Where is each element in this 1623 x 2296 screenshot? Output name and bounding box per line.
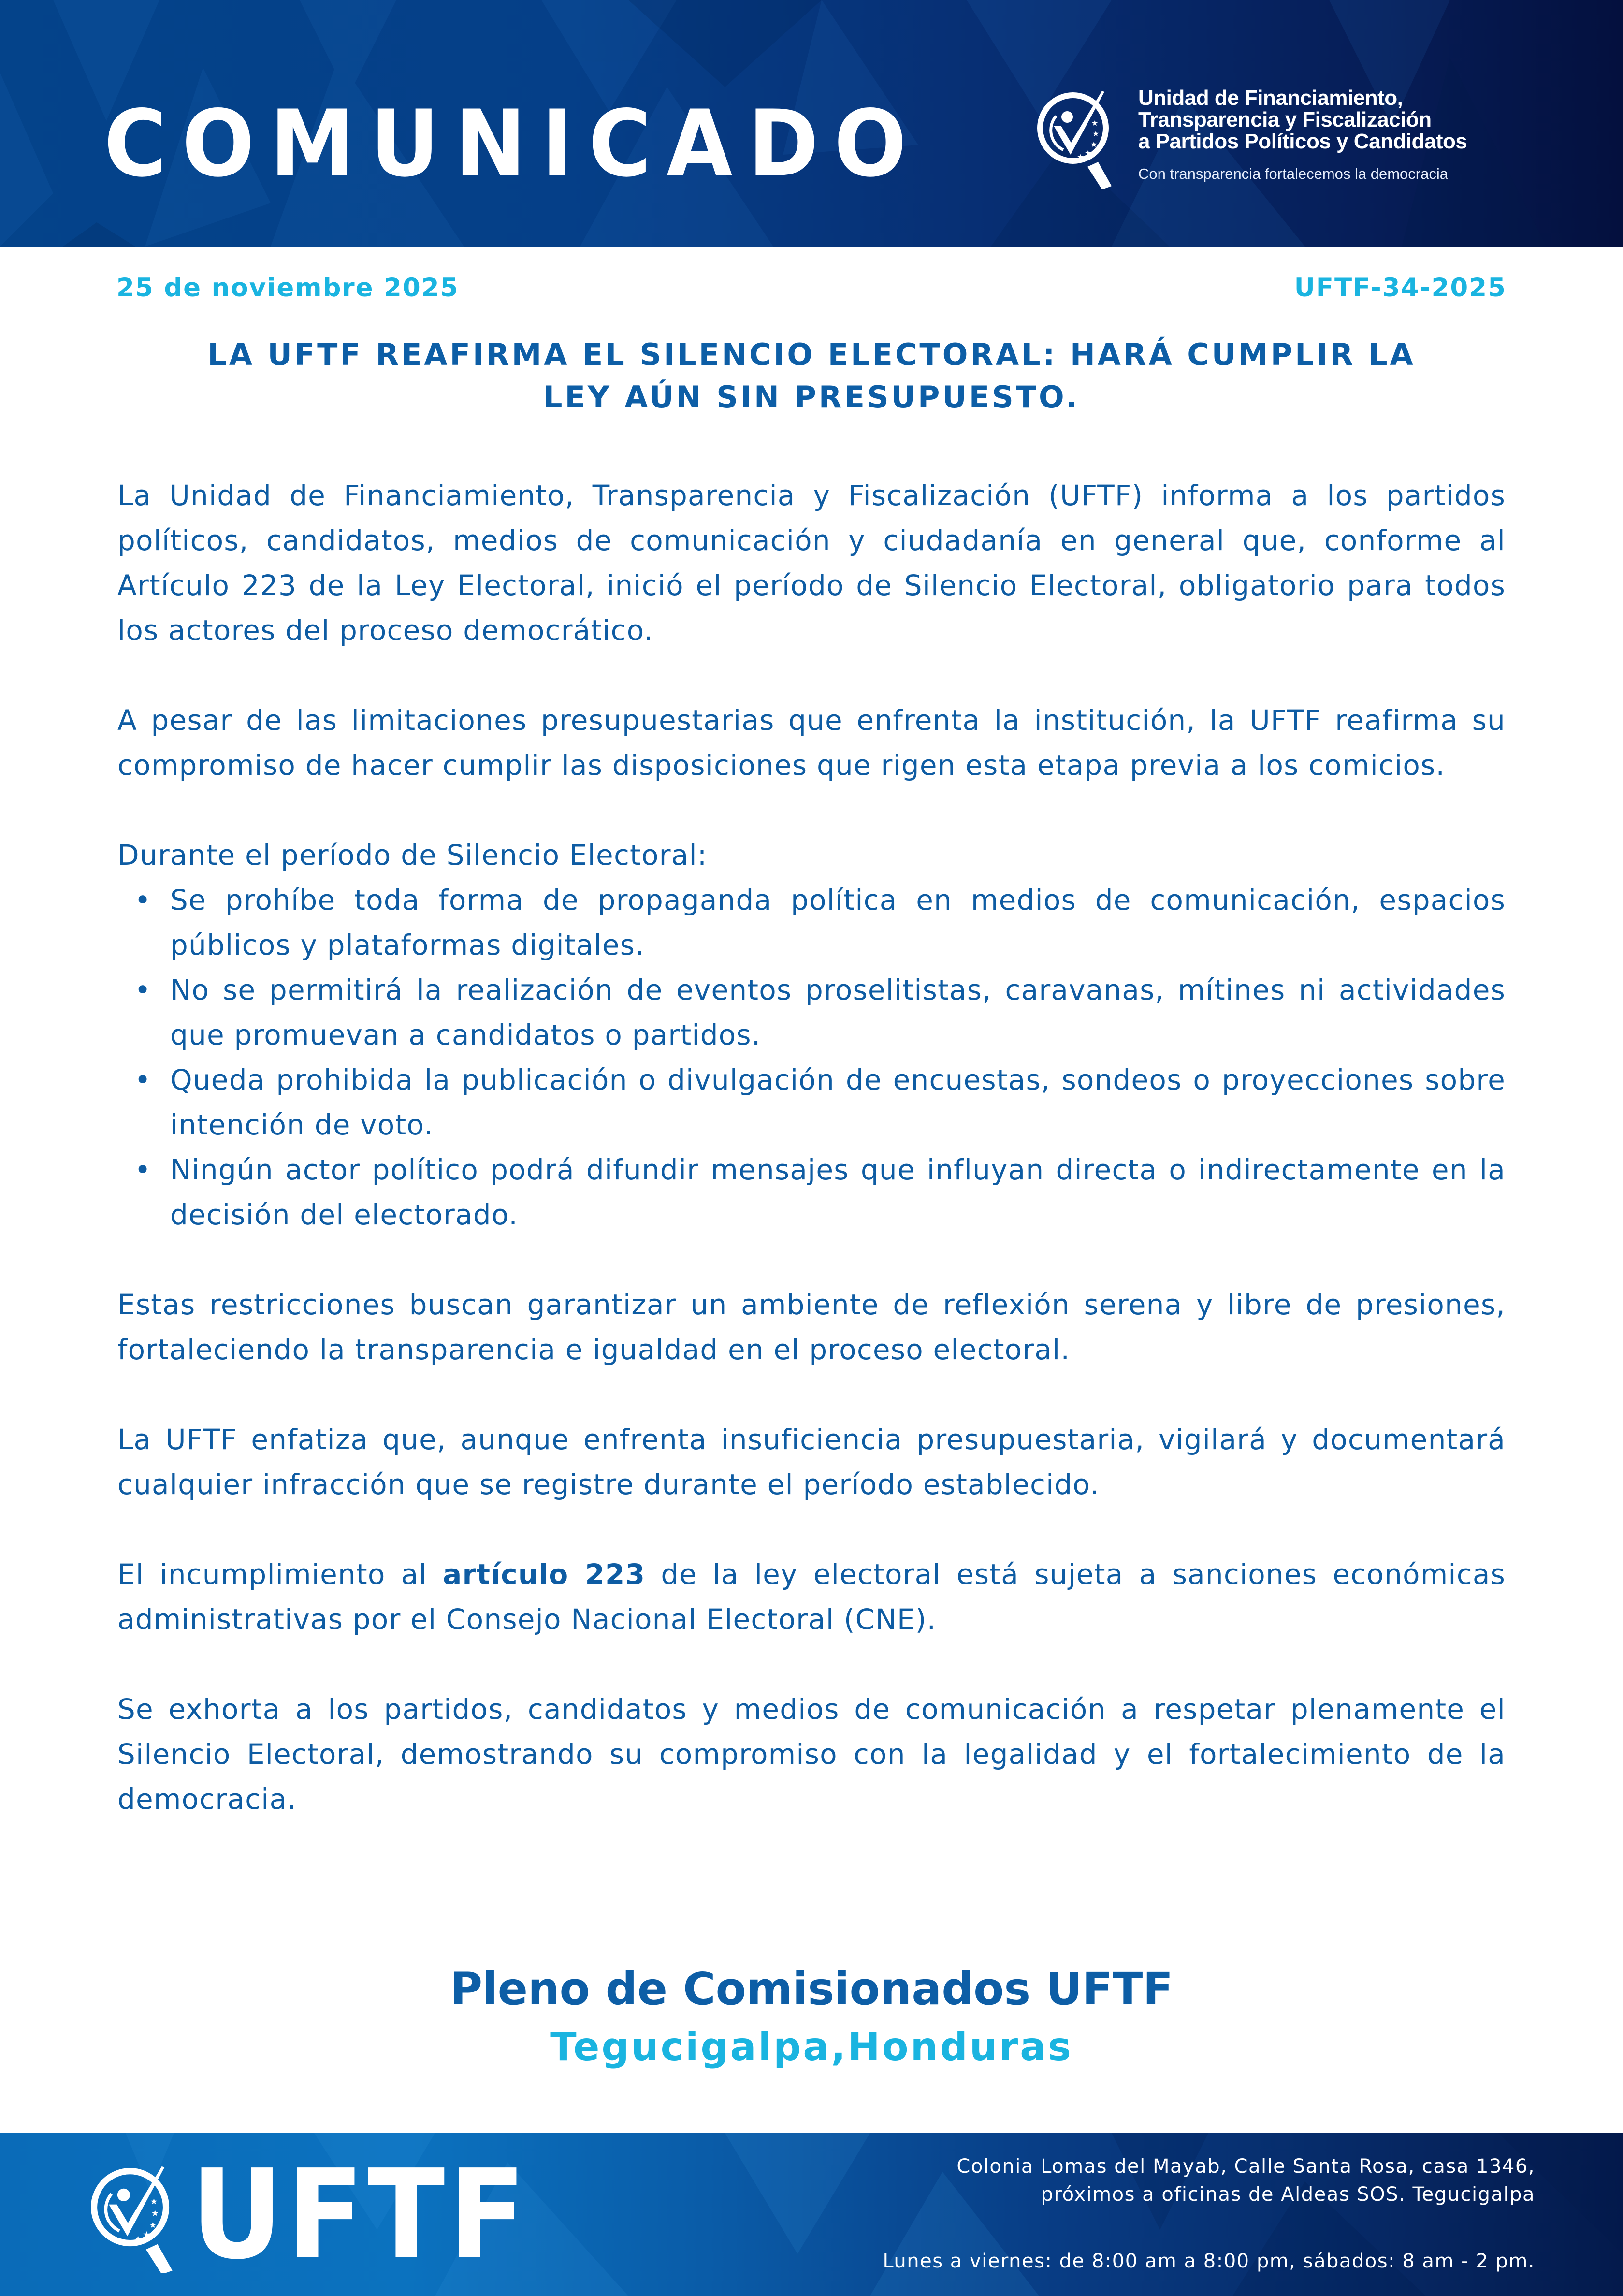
svg-text:★: ★ bbox=[1092, 129, 1100, 138]
signatory: Pleno de Comisionados UFTF bbox=[449, 1963, 1174, 2015]
document-body bbox=[117, 473, 1506, 1822]
bullet-icon: • bbox=[134, 884, 152, 916]
svg-text:★: ★ bbox=[1090, 140, 1098, 149]
headline bbox=[117, 334, 1506, 419]
paragraph-sanctions bbox=[117, 1552, 1506, 1642]
organization-brand bbox=[1034, 87, 1566, 189]
headline-line: LA UFTF REAFIRMA EL SILENCIO ELECTORAL: HARÁ CUMPLIR LA bbox=[207, 337, 1416, 372]
contact-info bbox=[883, 2152, 1535, 2275]
office-hours: Lunes a viernes: de 8:00 am a 8:00 pm, sábados: 8 am - 2 pm. bbox=[883, 2250, 1535, 2272]
address-line: próximos a oficinas de Aldeas SOS. Tegucigalpa bbox=[1041, 2183, 1535, 2206]
magnifier-check-icon bbox=[87, 2162, 184, 2273]
list-intro: Durante el período de Silencio Electoral: bbox=[117, 839, 708, 872]
paragraph-intro: La Unidad de Financiamiento, Transparencia y Fiscalización (UFTF) informa a los partidos políticos, candidatos, medios de comunicación y ciudadanía en general que, conforme al Artículo 223 de la Ley Electoral, inició el período de Silencio Electoral, obligatorio para todos los actores del proceso democrático. bbox=[117, 479, 1506, 647]
paragraph-commitment: A pesar de las limitaciones presupuestarias que enfrenta la institución, la UFTF reafirma su compromiso de hacer cumplir las disposiciones que rigen esta etapa previa a los comicios. bbox=[117, 704, 1506, 782]
article-reference: artículo 223 bbox=[443, 1558, 646, 1591]
headline-line: LEY AÚN SIN PRESUPUESTO. bbox=[543, 379, 1080, 415]
organization-name-line: a Partidos Políticos y Candidatos bbox=[1138, 130, 1467, 153]
list-item-text: Se prohíbe toda forma de propaganda política en medios de comunicación, espacios públicos y plataformas digitales. bbox=[170, 884, 1506, 961]
list-item bbox=[117, 1148, 1506, 1237]
organization-name-line: Unidad de Financiamiento, bbox=[1138, 86, 1403, 110]
document-date: 25 de noviembre 2025 bbox=[116, 273, 459, 303]
organization-name bbox=[1138, 87, 1573, 152]
sanctions-text-start: El incumplimiento al bbox=[117, 1558, 443, 1591]
paragraph-purpose: Estas restricciones buscan garantizar un ambiente de reflexión serena y libre de presiones, fortaleciendo la transparencia e igualdad en el proceso electoral. bbox=[117, 1288, 1506, 1366]
document-code: UFTF-34-2025 bbox=[1294, 273, 1507, 303]
address-line: Colonia Lomas del Mayab, Calle Santa Rosa, casa 1346, bbox=[956, 2155, 1535, 2178]
list-item-text: Ningún actor político podrá difundir mensajes que influyan directa o indirectamente en la decisión del electorado. bbox=[170, 1153, 1506, 1231]
header-banner bbox=[0, 0, 1623, 247]
organization-tagline: Con transparencia fortalecemos la democracia bbox=[1138, 165, 1448, 182]
svg-text:★: ★ bbox=[151, 2209, 159, 2219]
magnifier-check-icon bbox=[1034, 87, 1121, 189]
list-item-text: No se permitirá la realización de eventos proselitistas, caravanas, mítines ni actividades que promuevan a candidatos o partidos. bbox=[170, 974, 1506, 1051]
document-type-title: COMUNICADO bbox=[104, 90, 922, 197]
paragraph-vigilance: La UFTF enfatiza que, aunque enfrenta insuficiencia presupuestaria, vigilará y documentará cualquier infracción que se registre durante el período establecido. bbox=[117, 1423, 1506, 1501]
bullet-icon: • bbox=[134, 1063, 152, 1096]
footer-banner bbox=[0, 2133, 1623, 2296]
svg-text:★: ★ bbox=[150, 2197, 158, 2207]
list-item-text: Queda prohibida la publicación o divulgación de encuestas, sondeos o proyecciones sobre intención de voto. bbox=[170, 1063, 1506, 1141]
signature-location: Tegucigalpa,Honduras bbox=[550, 2024, 1073, 2069]
paragraph-exhortation: Se exhorta a los partidos, candidatos y medios de comunicación a respetar plenamente el Silencio Electoral, demostrando su compromiso con la legalidad y el fortalecimiento de la democracia. bbox=[117, 1693, 1506, 1816]
bullet-icon: • bbox=[134, 1153, 152, 1186]
svg-text:★: ★ bbox=[1091, 118, 1099, 128]
list-item bbox=[117, 878, 1506, 968]
list-item bbox=[117, 1058, 1506, 1148]
svg-text:★: ★ bbox=[143, 2230, 151, 2240]
footer-wordmark: UFTF bbox=[191, 2143, 530, 2287]
list-item bbox=[117, 968, 1506, 1058]
svg-text:★: ★ bbox=[1077, 152, 1084, 161]
sanctions-text-end: de la ley electoral está sujeta a sanciones económicas administrativas por el Consejo Nacional Electoral (CNE). bbox=[117, 1558, 1506, 1636]
restrictions-list bbox=[117, 878, 1506, 1237]
svg-text:★: ★ bbox=[134, 2234, 142, 2244]
svg-text:★: ★ bbox=[1085, 148, 1092, 158]
organization-name-line: Transparencia y Fiscalización bbox=[1138, 108, 1432, 131]
svg-text:★: ★ bbox=[149, 2220, 157, 2230]
bullet-icon: • bbox=[134, 974, 152, 1006]
